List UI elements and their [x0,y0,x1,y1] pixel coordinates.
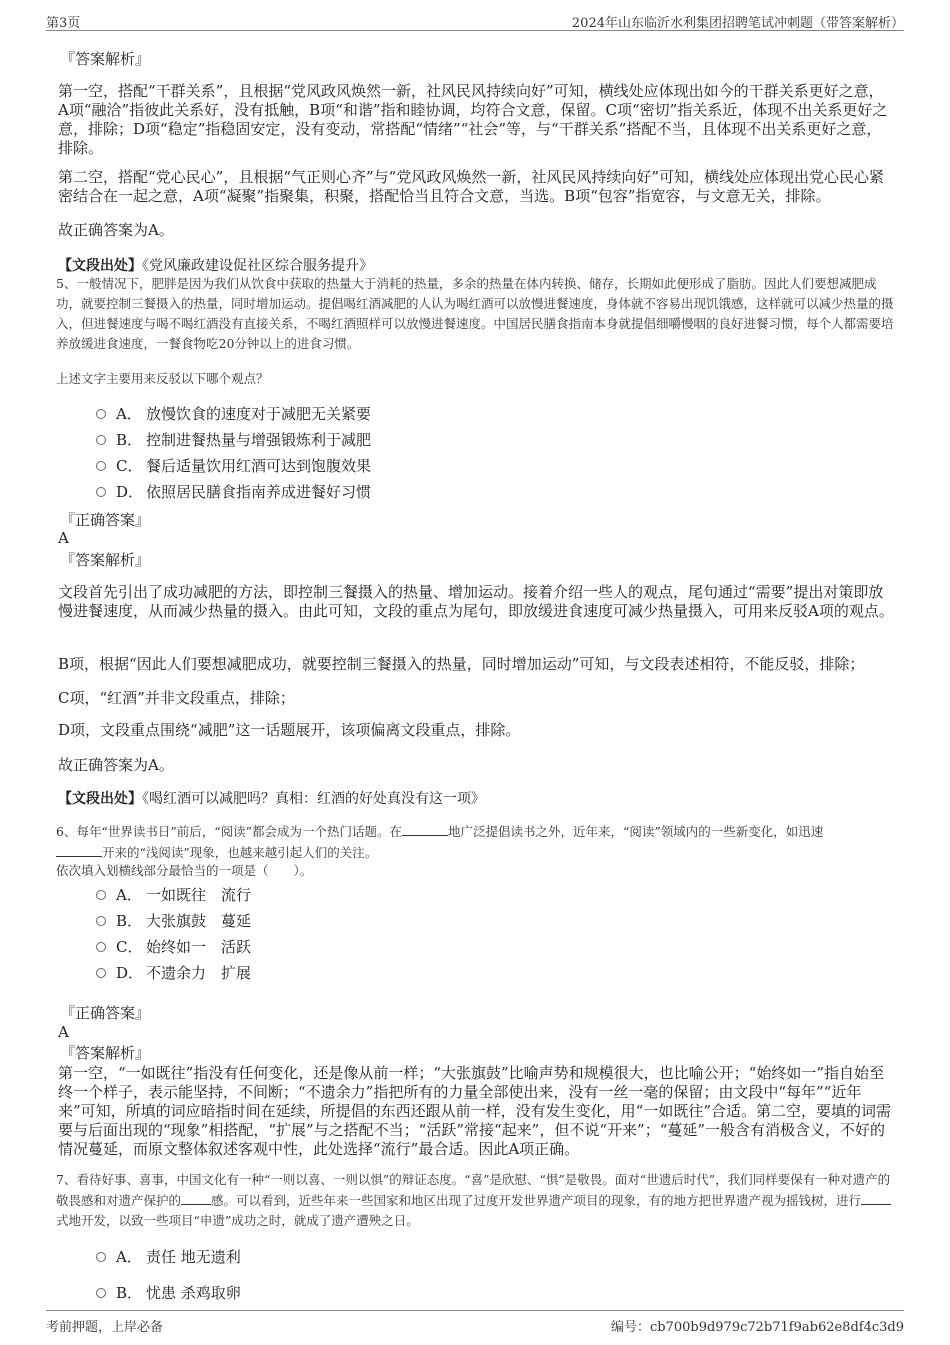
q4-analysis-p2: 第二空，搭配“党心民心”，且根据“气正则心齐”与“党风政风焕然一新，社风民风持续向好”可知，横线处应体现出党心民心紧密结合在一起之意，A项“凝聚”指聚集，积聚，搭配恰当且符合文意，当选。B项“包容”指宽容，与文意无关，排除。 [58,168,885,205]
q6-question: 依次填入划横线部分最恰当的一项是（ ）。 [56,863,313,878]
q5-analysis-p3: C项，“红酒”并非文段重点，排除； [58,689,295,707]
radio-icon[interactable] [96,461,106,471]
q4-analysis-p1: 第一空，搭配“干群关系”，且根据“党风政风焕然一新，社风民风持续向好”可知，横线处应体现出如今的干群关系更好之意，A项“融洽”指彼此关系好，没有抵触，B项“和谐”指和睦协调，均符合文意，保留。C项“密切”指关系近，体现不出关系更好之意，排除；D项“稳定”指稳固安定，没有变动，常搭配“情绪”“社会”等，与“干群关系”搭配不当，且体现不出关系更好之意，排除。 [58,82,888,157]
page-number: 第3页 [46,16,81,31]
q5-correct-label: 『正确答案』 [60,511,151,529]
q5-option-d[interactable]: D． 依照居民膳食指南养成进餐好习惯 [96,482,371,502]
q5-analysis-label: 『答案解析』 [60,551,151,569]
q5-option-a[interactable]: A． 放慢饮食的速度对于减肥无关紧要 [96,404,371,424]
q6-option-b[interactable]: B． 大张旗鼓 蔓延 [96,911,251,931]
q7-stem: 7、看待好事、喜事，中国文化有一种“一则以喜、一则以惧”的辩证态度。“喜”是欣慰、“惧”是敬畏。面对“世遗后时代”，我们同样要保有一种对遗产的敬畏感和对遗产保护的 感。可以看到，近些年来一些国家和地区出现了过度开发世界遗产项目的现象，有的地方把世界遗产视为摇钱树，进行式地开发，以致一些项目“申遗”成功之时，就成了遗产遭殃之日。 [56,1172,891,1228]
radio-icon[interactable] [96,890,106,900]
radio-icon[interactable] [96,942,106,952]
q6-correct-label: 『正确答案』 [60,1004,151,1022]
q5-question: 上述文字主要用来反驳以下哪个观点？ [56,371,269,386]
page-footer [46,1310,904,1335]
q5-analysis-p2: B项，根据“因此人们要想减肥成功，就要控制三餐摄入的热量，同时增加运动”可知，与文段表述相符，不能反驳，排除； [58,655,865,673]
q7-option-a[interactable]: A． 责任 地无遗利 [96,1247,241,1267]
footer-id: 编号：cb700b9d979c72b71f9ab62e8df4c3d9 [610,1320,904,1335]
page-header [46,8,904,31]
q4-conclusion: 故正确答案为A。 [58,221,174,239]
q5-option-c[interactable]: C． 餐后适量饮用红酒可达到饱腹效果 [96,456,371,476]
q5-option-b[interactable]: B． 控制进餐热量与增强锻炼利于减肥 [96,430,371,450]
radio-icon[interactable] [96,916,106,926]
radio-icon[interactable] [96,1252,106,1262]
radio-icon[interactable] [96,968,106,978]
q5-analysis-p4: D项，文段重点围绕“减肥”这一话题展开，该项偏离文段重点，排除。 [58,721,521,739]
answer-blank [181,1190,211,1205]
source-label: 【文段出处】 [58,791,142,807]
source-title: 《党风廉政建设促社区综合服务提升》 [142,258,373,274]
answer-blank [861,1190,891,1205]
radio-icon[interactable] [96,1288,106,1298]
footer-slogan: 考前押题，上岸必备 [46,1320,164,1335]
q5-analysis-p1: 文段首先引出了成功减肥的方法，即控制三餐摄入的热量、增加运动。接着介绍一些人的观点，尾句通过“需要”提出对策即放慢进餐速度，从而减少热量的摄入。由此可知，文段的重点为尾句，即放缓进食速度可减少热量摄入，可用来反驳A项的观点。 [58,583,894,620]
radio-icon[interactable] [96,435,106,445]
q7-option-b[interactable]: B． 忧患 杀鸡取卵 [96,1283,241,1303]
q5-stem: 5、一般情况下，肥胖是因为我们从饮食中获取的热量大于消耗的热量，多余的热量在体内转换、储存，长期如此便形成了脂肪。因此人们要想减肥成功，就要控制三餐摄入的热量，同时增加运动。提倡喝红酒减肥的人认为喝红酒可以放慢进餐速度，身体就不容易出现饥饿感，这样就可以减少热量的摄入，但进餐速度与喝不喝红酒没有直接关系，不喝红酒照样可以放慢进餐速度。中国居民膳食指南本身就提倡细嚼慢咽的良好进餐习惯，每个人都需要培养放缓进食速度，一餐食物吃20分钟以上的进食习惯。 [56,276,894,351]
source-title: 《喝红酒可以减肥吗？真相：红酒的好处真没有这一项》 [142,791,485,807]
radio-icon[interactable] [96,409,106,419]
source-label: 【文段出处】 [58,258,142,274]
answer-blank [402,821,448,836]
q5-source [58,790,485,809]
q5-conclusion: 故正确答案为A。 [58,756,174,774]
answer-blank [56,842,102,857]
radio-icon[interactable] [96,487,106,497]
q6-option-a[interactable]: A． 一如既往 流行 [96,885,251,905]
q6-option-c[interactable]: C． 始终如一 活跃 [96,937,251,957]
q6-stem: 6、每年“世界读书日”前后，“阅读”都会成为一个热门话题。在 地广泛提倡读书之外，近年来，“阅读”领域内的一些新变化，如迅速 开来的“浅阅读”现象，也越来越引起人们的关注。 [56,821,896,863]
q6-analysis: 第一空，“一如既往”指没有任何变化，还是像从前一样；“大张旗鼓”比喻声势和规模很大，也比喻公开；“始终如一”指自始至终一个样子，表示能坚持，不间断；“不遗余力”指把所有的力量全部使出来，没有一丝一毫的保留；由文段中“每年”“近年来”可知，所填的词应暗指时间在延续，所提倡的东西还跟从前一样，没有发生变化，用“一如既往”合适。第二空，要填的词需要与后面出现的“现象”相搭配，“扩展”与之搭配不当；“活跃”常接“起来”，但不说“开来”；“蔓延”一般含有消极含义，不好的情况蔓延，而原文整体叙述客观中性，此处选择“流行”最合适。因此A项正确。 [58,1064,892,1158]
q6-analysis-label: 『答案解析』 [60,1044,151,1062]
q6-option-d[interactable]: D． 不遗余力 扩展 [96,963,251,983]
q4-analysis-label: 『答案解析』 [60,50,151,68]
q5-correct-answer: A [58,529,69,547]
document-title: 2024年山东临沂水利集团招聘笔试冲刺题（带答案解析） [571,16,904,31]
q6-correct-answer: A [58,1023,69,1041]
